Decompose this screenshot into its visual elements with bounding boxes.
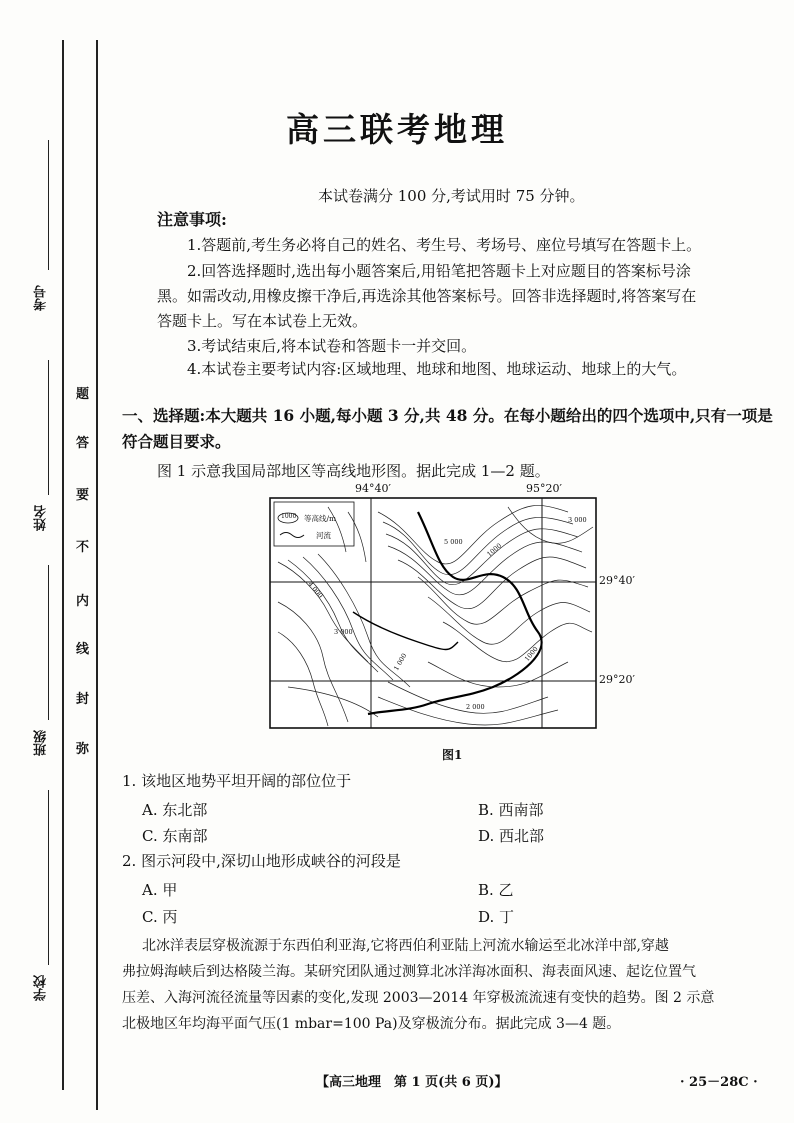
margin-line-left [62, 40, 64, 1090]
seal-char: 内 [76, 594, 90, 609]
section-heading-cont: 符合题目要求。 [122, 432, 231, 451]
field-label-exam-no: 考号 [34, 285, 49, 311]
contour-label: 1 000 [392, 651, 409, 673]
question-option[interactable]: D. 丁 [478, 908, 515, 926]
lat-label-1: 29°40′ [599, 574, 635, 587]
question-stem: 1. 该地区地势平坦开阔的部位位于 [122, 772, 352, 790]
passage-line: 压差、入海河流径流量等因素的变化,发现 2003—2014 年穿极流流速有变快的趋势。图 2 示意 [122, 990, 715, 1006]
field-line-exam-no[interactable] [48, 140, 49, 270]
contour-label: 1000 [485, 541, 504, 559]
exam-info: 本试卷满分 100 分,考试用时 75 分钟。 [318, 187, 585, 205]
seal-char: 线 [76, 642, 90, 657]
field-label-name: 姓名 [34, 505, 49, 531]
notice-item: 1.答题前,考生务必将自己的姓名、考生号、考场号、座位号填写在答题卡上。 [187, 236, 702, 254]
contour-label: 3 000 [334, 628, 353, 636]
notice-item: 3.考试结束后,将本试卷和答题卡一并交回。 [187, 337, 477, 355]
question-option[interactable]: C. 丙 [142, 908, 178, 926]
lat-label-2: 29°20′ [599, 673, 635, 686]
question-option[interactable]: C. 东南部 [142, 827, 208, 845]
passage-line: 弗拉姆海峡后到达格陵兰海。某研究团队通过测算北冰洋海冰面积、海表面风速、起讫位置气 [122, 964, 696, 980]
notice-item: 黑。如需改动,用橡皮擦干净后,再选涂其他答案标号。回答非选择题时,将答案写在 [157, 287, 697, 305]
seal-char: 封 [76, 692, 90, 707]
notice-item: 2.回答选择题时,选出每小题答案后,用铅笔把答题卡上对应题目的答案标号涂 [187, 262, 691, 280]
figure-intro: 图 1 示意我国局部地区等高线地形图。据此完成 1—2 题。 [157, 462, 550, 480]
contour-label: 3 000 [568, 516, 587, 524]
seal-char: 答 [76, 436, 90, 451]
question-option[interactable]: A. 东北部 [142, 801, 208, 819]
seal-char: 题 [76, 387, 90, 402]
field-line-name[interactable] [48, 360, 49, 495]
legend-contour-sample: 1000 [281, 513, 297, 520]
margin-line-right [96, 40, 98, 1110]
notice-item: 答题卡上。写在本试卷上无效。 [157, 312, 368, 330]
legend-contour-label: 等高线/m [304, 514, 337, 523]
field-label-school: 学校 [34, 975, 49, 1001]
figure-caption: 图1 [442, 748, 463, 762]
contour-label: 1000 [522, 645, 540, 663]
page-title: 高三联考地理 [286, 110, 508, 149]
seal-char: 要 [76, 488, 90, 503]
field-label-class: 班级 [34, 730, 49, 756]
passage-line: 北冰洋表层穿极流源于东西伯利亚海,它将西伯利亚陆上河流水输运至北冰洋中部,穿越 [142, 938, 669, 954]
passage-line: 北极地区年均海平面气压(1 mbar=100 Pa)及穿极流分布。据此完成 3—4 题。 [122, 1016, 621, 1032]
page-footer: 【高三地理 第 1 页(共 6 页)】 [316, 1075, 508, 1090]
seal-char: 弥 [76, 742, 90, 757]
field-line-school[interactable] [48, 790, 49, 965]
field-line-class[interactable] [48, 565, 49, 720]
contour-label: 5 000 [444, 538, 463, 546]
section-heading: 一、选择题:本大题共 16 小题,每小题 3 分,共 48 分。在每小题给出的四个选项中,只有一项是 [122, 406, 773, 425]
contour-label: 2 000 [466, 703, 485, 711]
seal-char: 不 [76, 540, 90, 555]
notice-heading: 注意事项: [157, 210, 227, 229]
lon-label-2: 95°20′ [526, 482, 562, 495]
question-option[interactable]: B. 西南部 [478, 801, 544, 819]
topographic-map [268, 482, 648, 742]
contour-label: 4 000 [306, 580, 325, 600]
question-option[interactable]: D. 西北部 [478, 827, 545, 845]
notice-item: 4.本试卷主要考试内容:区域地理、地球和地图、地球运动、地球上的大气。 [187, 360, 687, 378]
question-option[interactable]: B. 乙 [478, 881, 514, 899]
question-stem: 2. 图示河段中,深切山地形成峡谷的河段是 [122, 852, 401, 870]
lon-label-1: 94°40′ [355, 482, 391, 495]
question-option[interactable]: A. 甲 [142, 881, 178, 899]
legend-river-label: 河流 [316, 531, 331, 540]
paper-code: · 25－28C · [680, 1075, 758, 1090]
